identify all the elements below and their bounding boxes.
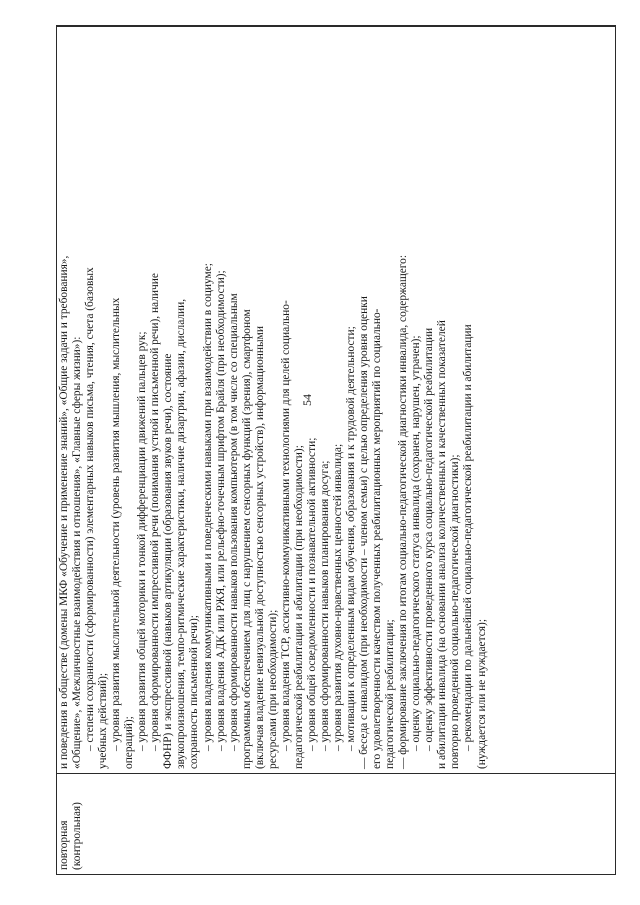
stage-cell (57, 774, 616, 875)
content-line: (нуждается или не нуждается); (475, 619, 488, 769)
content-line: операций); (123, 716, 136, 769)
table-row (57, 26, 616, 875)
procedure-table (56, 25, 616, 875)
content-line: – уровня сформированности навыков пользования компьютером (в том числе со специальным (227, 293, 240, 751)
content-line: – оценку эффективности проведенного курса социально-педагогической реабилитации (423, 327, 436, 751)
page-number: 54 (300, 394, 314, 406)
content-cell (57, 27, 616, 774)
content-line: учебных действий); (97, 672, 110, 769)
rotated-page (56, 25, 616, 875)
content-line: – уровня владения коммуникативными и поведенческими навыками при взаимодействии в социуме; (201, 263, 214, 751)
content-line: – уровня развития мыслительной деятельности (уровень развития мышления, мыслительных (110, 297, 123, 751)
content-line: повторно проведенной социально-педагогической диагностики); (449, 454, 462, 769)
content-line: – уровня общей осведомленности и познавательной активности; (305, 437, 318, 751)
content-line: — формирование заключения по итогам социально-педагогической диагностики инвалида, содержащего: (397, 254, 410, 769)
stage-label-line2: (контрольная) (71, 802, 84, 870)
content-line: – уровня развития общей моторики и тонкой дифференциации движений пальцев рук; (136, 331, 149, 751)
content-line: – оценку социально-педагогического статуса инвалида (сохранен, нарушен, утрачен); (410, 335, 423, 751)
content-line: «Общение», «Межличностные взаимодействия и отношения», «Главные сферы жизни»): (71, 336, 84, 769)
content-line: сохранность письменной речи); (188, 615, 201, 769)
content-line: ресурсами (при необходимости); (266, 609, 279, 769)
content-line: и поведения в обществе (домены МКФ «Обучение и применение знаний», «Общие задачи и требования», (58, 255, 70, 769)
content-line: – рекомендации по дальнейшей социально-педагогической реабилитации и абилитации (462, 324, 475, 751)
content-line: ФФНР) и экспрессивной (навыков артикуляции (образования звуков речи), состояние (162, 353, 175, 769)
content-line: – уровня сформированности навыков планирования досуга; (318, 460, 331, 751)
content-line: – мотивации к определенным видам обучения, образования и к трудовой деятельности; (345, 326, 358, 751)
content-line: — беседа с инвалидом (при необходимости – членом семьи) с целью определения уровня оценки (358, 296, 371, 769)
content-line: и абилитации инвалида (на основании анализа количественных и качественных показателей (436, 320, 449, 769)
content-line: – уровня владения АДК или РЖЯ, или рельефно-точечным шрифтом Брайля (при необходимости); (214, 270, 227, 751)
content-line: программным обеспечением для лиц с нарушением сенсорных функций (зрения), смартфоном (240, 309, 253, 769)
content-line: педагогической реабилитации и абилитации (при необходимости); (292, 445, 305, 769)
content-line: звукопроизношения, темпо-ритмические характеристики, наличие дизартрии, афазии, дислалии, (175, 298, 188, 769)
stage-label-line1: повторная (58, 820, 70, 870)
content-line: педагогической реабилитации; (384, 619, 397, 769)
empty-cell (57, 26, 616, 27)
content-line: – уровня развития духовно-нравственных ценностей инвалида; (331, 443, 344, 751)
content-line: – степени сохранности (сформированности) элементарных навыков письма, чтения, счета (базовых (84, 267, 97, 751)
content-line: – уровня владения ТСР, ассистивно-коммуникативными технологиями для целей социально- (279, 300, 292, 751)
content-line: его удовлетворенности качеством полученных реабилитационных мероприятий по социально- (371, 308, 384, 769)
content-line: – уровня сформированности импрессивной речи (понимания устной и письменной речи), наличие (149, 273, 162, 751)
content-line: (включая владение невизуальной доступностью сенсорных устройств), информационными (253, 326, 266, 769)
